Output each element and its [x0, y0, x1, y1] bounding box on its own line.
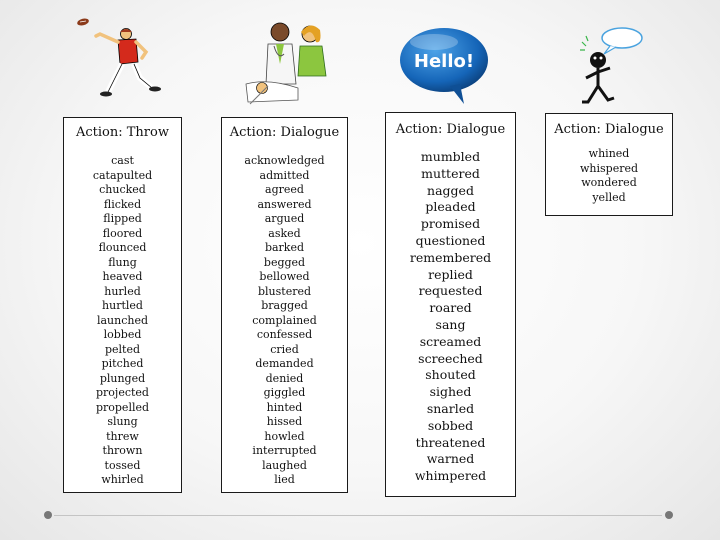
word-item: thrown — [102, 444, 143, 457]
word-item: asked — [268, 226, 301, 240]
word-item: agreed — [265, 183, 304, 196]
word-item: projected — [96, 386, 149, 399]
word-item: hissed — [266, 415, 303, 428]
word-item: flicked — [103, 197, 142, 211]
word-item: admitted — [259, 168, 310, 182]
word-item: screeched — [418, 350, 483, 366]
word-column-dialogue-2 — [385, 112, 516, 497]
word-item: threw — [106, 429, 139, 443]
word-item: blustered — [257, 284, 312, 298]
word-item: propelled — [95, 400, 150, 414]
talking-stick-figure-icon — [576, 24, 646, 108]
word-item: pelted — [104, 342, 141, 356]
column-heading: Action: Dialogue — [554, 122, 664, 137]
hello-speech-bubble-icon — [398, 24, 494, 106]
word-item: questioned — [415, 232, 486, 248]
word-item: chucked — [99, 183, 146, 196]
word-column-dialogue-3 — [545, 113, 673, 216]
word-item: roared — [429, 300, 472, 316]
column-heading: Action: Throw — [76, 125, 169, 140]
word-item: argued — [264, 212, 305, 225]
word-item: remembered — [409, 249, 492, 265]
word-column-throw — [63, 117, 182, 493]
word-item: giggled — [263, 386, 306, 399]
word-item: replied — [428, 266, 473, 282]
word-item: acknowledged — [244, 154, 325, 167]
word-item: laughed — [262, 458, 307, 472]
word-item: denied — [265, 371, 304, 385]
word-item: flounced — [98, 241, 147, 254]
word-item: catapulted — [92, 168, 153, 182]
word-list — [64, 154, 181, 488]
word-column-dialogue-1 — [221, 117, 348, 493]
word-item: screamed — [419, 333, 482, 349]
word-list — [222, 154, 347, 488]
word-list — [546, 147, 672, 205]
word-item: lobbed — [103, 328, 142, 341]
word-item: warned — [426, 451, 475, 467]
word-item: whined — [588, 147, 630, 160]
word-item: bellowed — [259, 270, 310, 283]
word-item: sobbed — [427, 417, 474, 433]
word-item: flung — [108, 255, 137, 269]
word-item: nagged — [427, 182, 474, 198]
word-item: requested — [418, 283, 483, 299]
footer-dot-left — [44, 511, 52, 519]
word-item: launched — [96, 313, 149, 327]
word-item: bragged — [261, 299, 308, 312]
word-item: whirled — [101, 473, 144, 486]
column-heading: Action: Dialogue — [395, 122, 506, 137]
doctor-nurse-icon — [238, 14, 338, 110]
word-item: shouted — [425, 367, 476, 383]
word-item: snarled — [426, 400, 475, 416]
word-item: wondered — [581, 176, 637, 189]
word-item: hinted — [266, 400, 303, 414]
word-item: barked — [264, 241, 305, 254]
hello-text: Hello! — [413, 51, 475, 72]
word-item: sang — [435, 316, 466, 332]
word-item: mumbled — [420, 149, 481, 164]
word-item: complained — [252, 313, 317, 327]
word-item: lied — [274, 473, 295, 486]
word-item: demanded — [255, 357, 314, 370]
word-item: tossed — [104, 458, 141, 472]
word-item: threatened — [415, 434, 486, 450]
word-item: cried — [270, 342, 299, 356]
word-item: hurled — [104, 284, 141, 298]
word-item: slung — [107, 415, 138, 428]
footer-dot-right — [665, 511, 673, 519]
word-item: confessed — [256, 328, 313, 341]
word-item: promised — [420, 216, 481, 232]
word-item: whimpered — [414, 468, 487, 484]
word-item: answered — [257, 197, 312, 211]
word-item: sighed — [429, 384, 472, 400]
word-list — [386, 149, 515, 485]
word-item: hurtled — [102, 299, 143, 312]
word-item: plunged — [99, 371, 146, 385]
word-item: begged — [263, 255, 306, 269]
word-item: interrupted — [252, 444, 317, 457]
word-item: heaved — [102, 270, 143, 283]
word-item: pitched — [101, 357, 144, 370]
word-item: floored — [102, 226, 143, 240]
word-item: muttered — [421, 165, 480, 181]
word-item: cast — [111, 154, 134, 167]
football-thrower-icon — [70, 14, 170, 102]
word-item: howled — [264, 429, 305, 443]
word-item: yelled — [592, 190, 626, 204]
word-item: flipped — [103, 212, 142, 225]
footer-divider — [54, 515, 662, 516]
column-heading: Action: Dialogue — [229, 125, 340, 140]
word-item: whispered — [579, 161, 639, 175]
word-item: pleaded — [425, 199, 476, 215]
